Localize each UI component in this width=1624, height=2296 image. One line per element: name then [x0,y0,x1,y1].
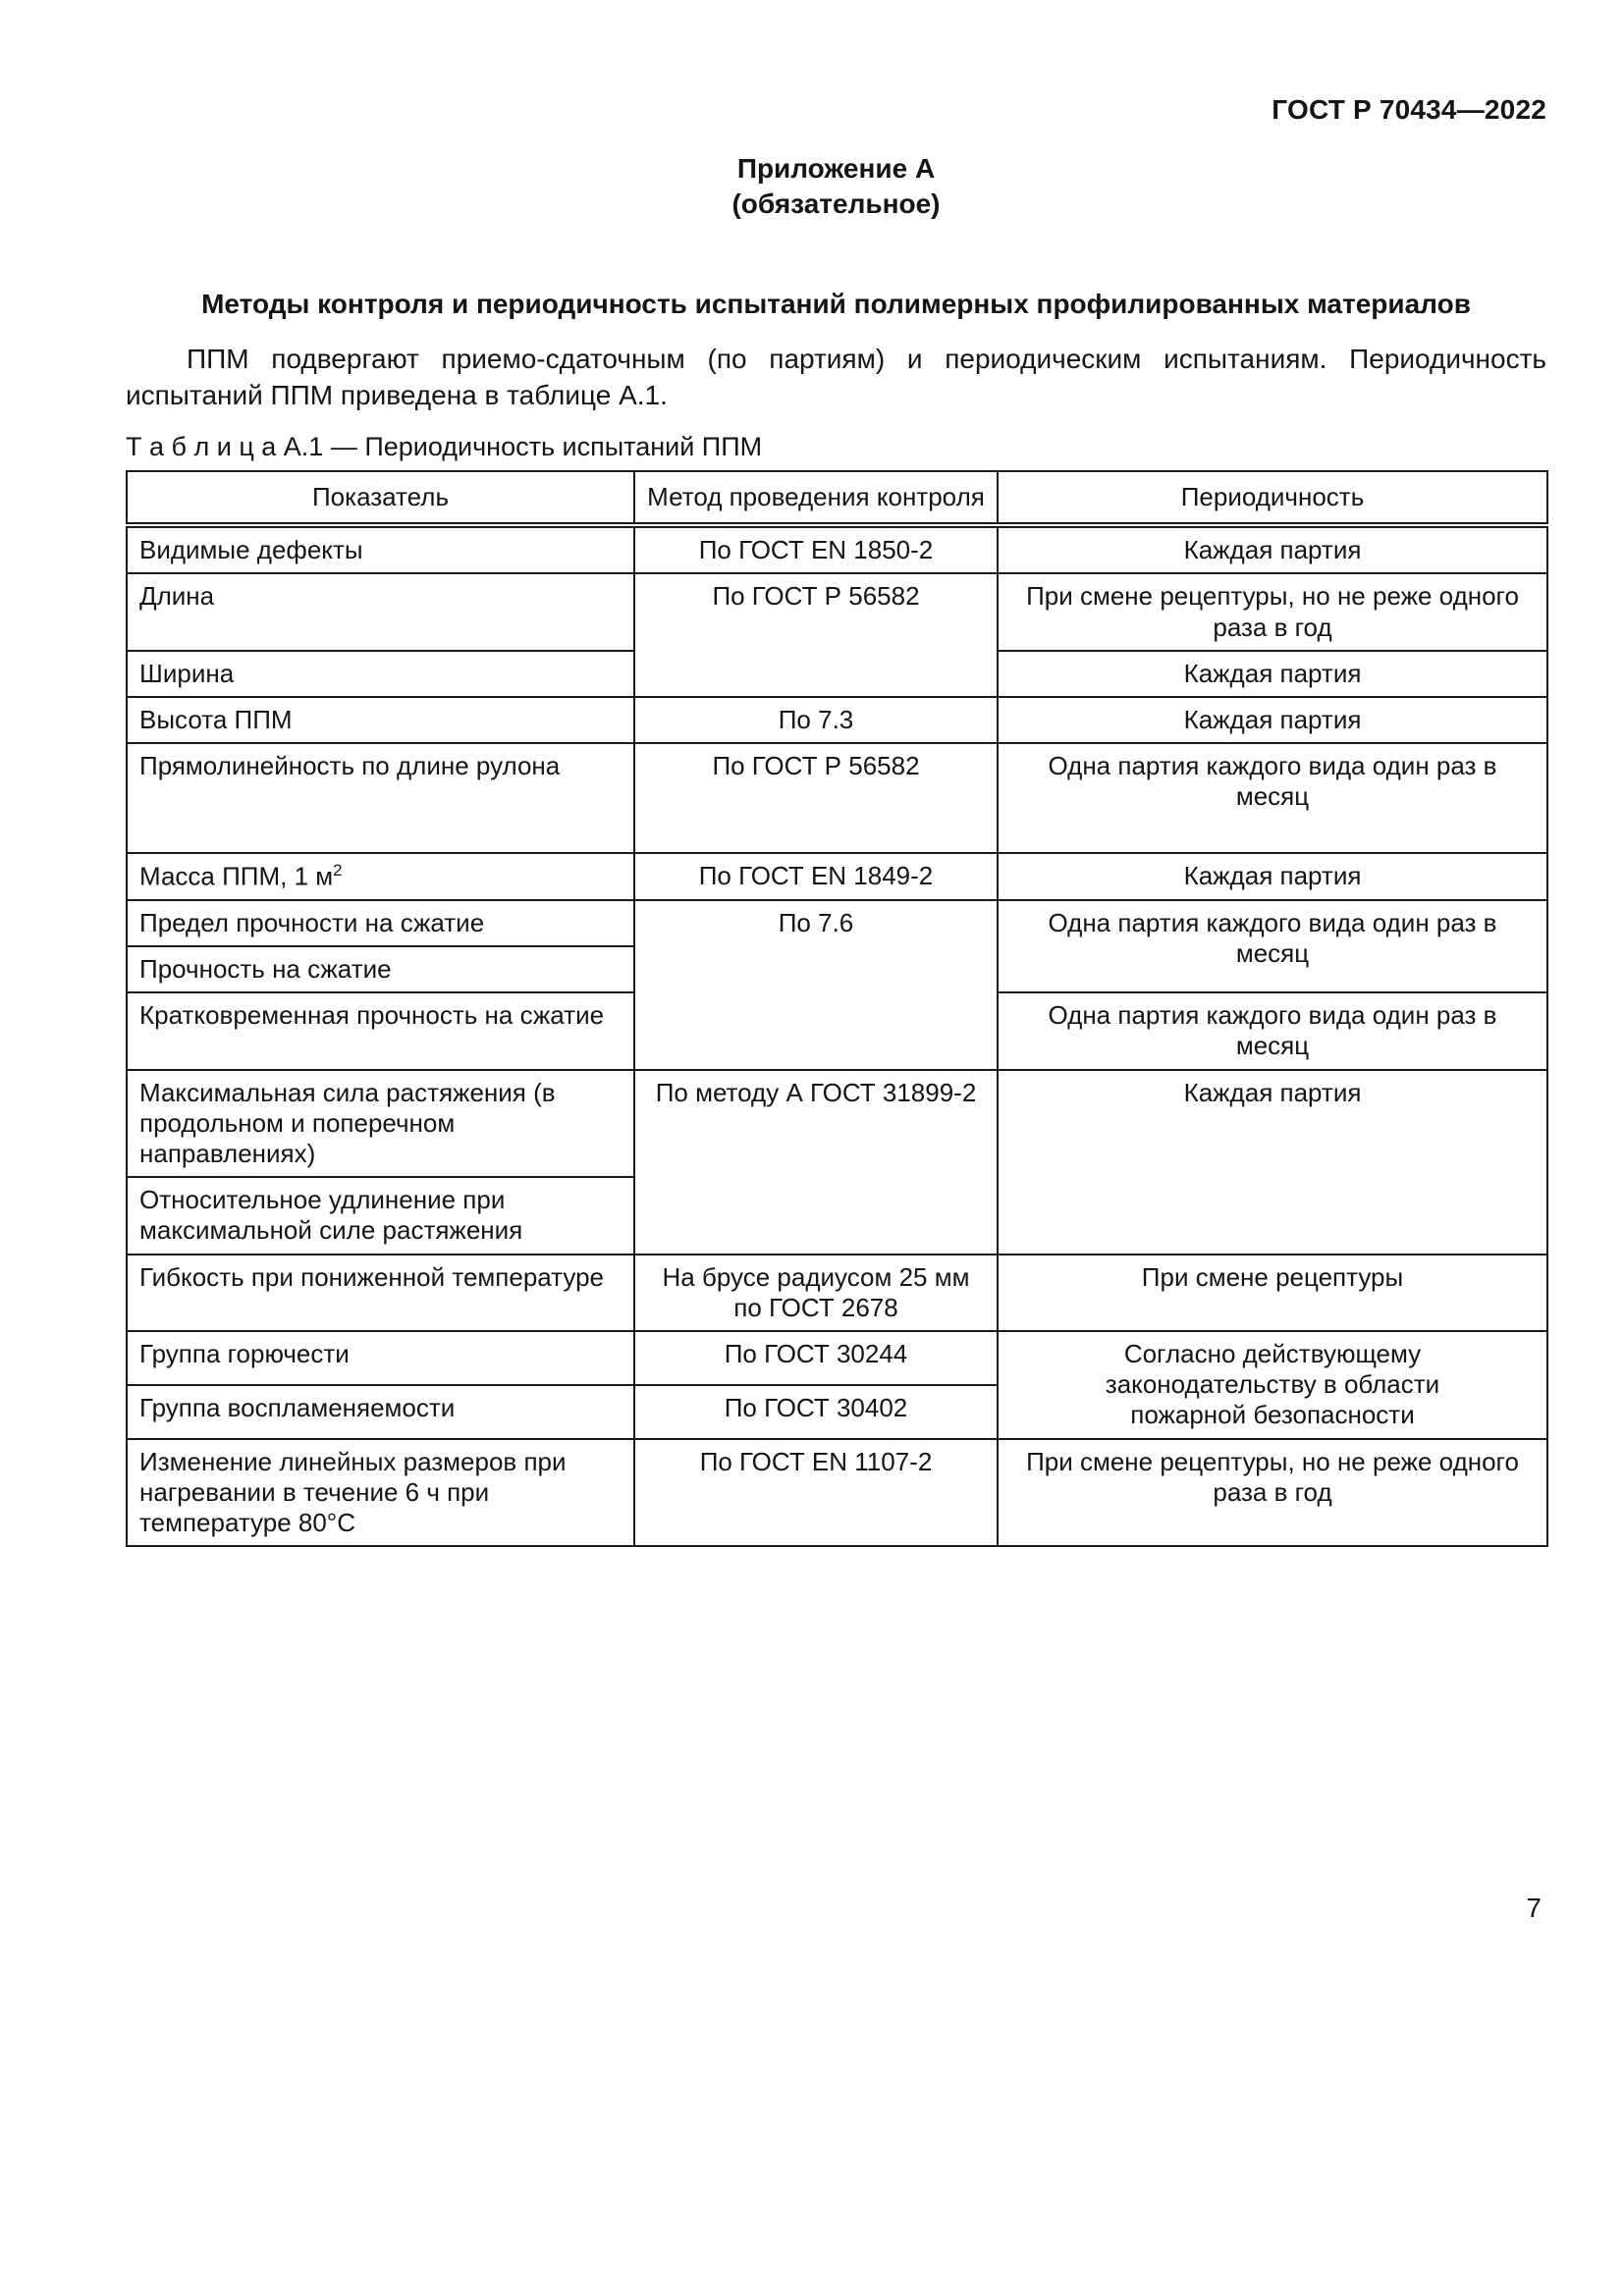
cell-visible-defects-period: Каждая партия [998,525,1547,573]
header-period: Периодичность [998,471,1547,525]
annex-title: Приложение А [736,153,936,184]
table-row-linear-dimension-change [127,1439,1547,1547]
doc-code: ГОСТ Р 70434—2022 [1272,94,1546,125]
table-row-compressive-strength-limit [127,900,1547,946]
cell-short-term-compressive-strength-indicator: Кратковременная прочность на сжатие [127,992,634,1069]
table-row-visible-defects [127,525,1547,573]
cell-linear-dimension-change-period: При смене рецептуры, но не реже одного раза в год [998,1439,1547,1547]
annex-subtitle: (обязательное) [731,187,941,219]
cell-visible-defects-method: По ГОСТ EN 1850-2 [634,525,998,573]
table-row-straightness [127,743,1547,853]
cell-linear-dimension-change-method: По ГОСТ EN 1107-2 [634,1439,998,1547]
cell-mass-period: Каждая партия [998,853,1547,900]
cell-linear-dimension-change-indicator: Изменение линейных размеров при нагревании в течение 6 ч при температуре 80°С [127,1439,634,1547]
cell-mass-indicator [127,853,634,900]
cell-relative-elongation-indicator: Относительное удлинение при максимальной силе растяжения [127,1177,634,1254]
table-row-low-temp-flexibility [127,1255,1547,1331]
intro-paragraph: ППМ подвергают приемо-сдаточным (по партиям) и периодическим испытаниям. Периодичность испытаний ППМ приведена в таблице А.1. [126,344,1546,410]
cell-visible-defects-indicator: Видимые дефекты [127,525,634,573]
table-header-row [127,471,1547,525]
table-row-length [127,573,1547,650]
cell-max-tensile-force-indicator: Максимальная сила растяжения (в продольном и поперечном направлениях) [127,1070,634,1178]
mass-indicator-superscript: 2 [333,861,343,881]
cell-combustibility-group-indicator: Группа горючести [127,1331,634,1385]
cell-combustibility-group-method: По ГОСТ 30244 [634,1331,998,1385]
cell-width-period: Каждая партия [998,651,1547,697]
cell-straightness-method: По ГОСТ Р 56582 [634,743,998,853]
header-indicator: Показатель [127,471,634,525]
mass-indicator-text: Масса ППМ, 1 м [139,861,334,891]
cell-length-indicator: Длина [127,573,634,650]
cell-low-temp-flexibility-period: При смене рецептуры [998,1255,1547,1331]
cell-compression-method: По 7.6 [634,900,998,1070]
cell-fire-safety-period [998,1331,1547,1439]
table-row-max-tensile-force [127,1070,1547,1178]
page-number: 7 [1526,1893,1542,1923]
cell-length-period: При смене рецептуры, но не реже одного раза в год [998,573,1547,650]
header-method: Метод проведения контроля [634,471,998,525]
cell-tension-period: Каждая партия [998,1070,1547,1255]
section-title: Методы контроля и периодичность испытаний полимерных профилированных материалов [201,288,1471,319]
cell-short-term-compressive-strength-period: Одна партия каждого вида один раз в месяц [998,992,1547,1069]
cell-flammability-group-method: По ГОСТ 30402 [634,1385,998,1439]
cell-compressive-strength-indicator: Прочность на сжатие [127,946,634,992]
cell-low-temp-flexibility-indicator: Гибкость при пониженной температуре [127,1255,634,1331]
cell-compressive-strength-limit-indicator: Предел прочности на сжатие [127,900,634,946]
cell-tension-method: По методу А ГОСТ 31899-2 [634,1070,998,1255]
cell-low-temp-flexibility-method: На брусе радиусом 25 мм по ГОСТ 2678 [634,1255,998,1331]
table-row-height [127,697,1547,743]
cell-height-period: Каждая партия [998,697,1547,743]
cell-height-method: По 7.3 [634,697,998,743]
test-frequency-table [126,470,1548,1547]
cell-width-indicator: Ширина [127,651,634,697]
table-row-combustibility-group [127,1331,1547,1385]
cell-compressive-strength-limit-period: Одна партия каждого вида один раз в месяц [998,900,1547,992]
cell-straightness-period: Одна партия каждого вида один раз в месяц [998,743,1547,853]
cell-height-indicator: Высота ППМ [127,697,634,743]
cell-length-width-method: По ГОСТ Р 56582 [634,573,998,697]
cell-flammability-group-indicator: Группа воспламеняемости [127,1385,634,1439]
table-row-mass [127,853,1547,900]
cell-straightness-indicator: Прямолинейность по длине рулона [127,743,634,853]
fire-safety-period-text: Согласно действующему законодательству в области пожарной безопасности [1105,1338,1440,1430]
table-caption: Т а б л и ц а А.1 — Периодичность испытаний ППМ [126,431,763,461]
cell-mass-method: По ГОСТ EN 1849-2 [634,853,998,900]
annex-heading [126,151,1546,222]
